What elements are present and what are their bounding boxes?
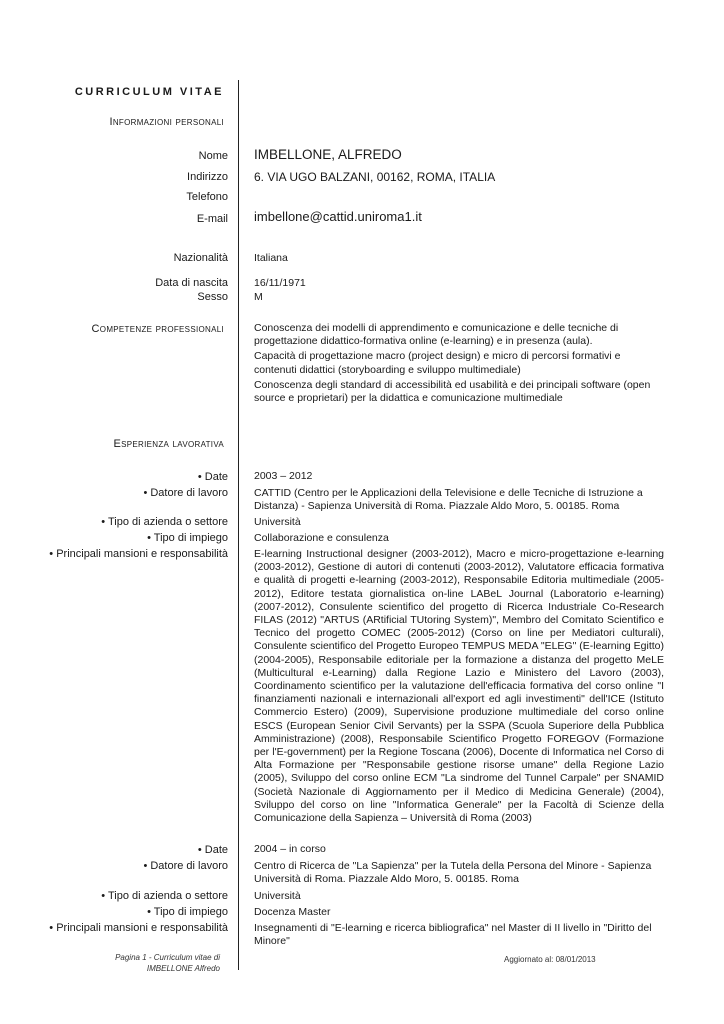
- birth-date-value: 16/11/1971: [254, 277, 306, 289]
- skill-item: Conoscenza degli standard di accessibilità ed usabilità e dei principali software (open source e proprietari) per la didattica e comunicazione multimediale: [254, 378, 651, 405]
- job-type-label: • Tipo di impiego: [147, 532, 228, 544]
- sector-label: • Tipo di azienda o settore: [101, 890, 228, 902]
- cv-title: CURRICULUM VITAE: [74, 86, 224, 98]
- page-footer: [115, 952, 220, 974]
- address-label: Indirizzo: [187, 171, 228, 183]
- entry-sector: Università: [254, 890, 301, 902]
- name-label: Nome: [198, 150, 228, 162]
- entry-employer: CATTID (Centro per le Applicazioni della Televisione e delle Tecniche di Istruzione a Distanza) - Sapienza Università di Roma. Piazzale Aldo Moro, 5. 00185. Roma: [254, 487, 643, 513]
- employer-label: • Datore di lavoro: [143, 860, 228, 872]
- phone-label: Telefono: [186, 191, 228, 203]
- sex-label: Sesso: [197, 291, 228, 303]
- skills-heading: Competenze professionali: [91, 323, 224, 335]
- footer-updated: Aggiornato al: 08/01/2013: [504, 955, 596, 964]
- email-label: E-mail: [196, 213, 228, 225]
- date-label: • Date: [197, 844, 228, 856]
- job-type-label: • Tipo di impiego: [147, 906, 228, 918]
- duties-label: • Principali mansioni e responsabilità: [49, 548, 228, 560]
- nationality-value: Italiana: [254, 252, 288, 264]
- nationality-label: Nazionalità: [173, 252, 228, 264]
- sex-value: M: [254, 291, 263, 303]
- duties-label: • Principali mansioni e responsabilità: [49, 922, 228, 934]
- footer-author: IMBELLONE Alfredo: [146, 964, 220, 973]
- sector-label: • Tipo di azienda o settore: [101, 516, 228, 528]
- column-divider: [238, 80, 239, 970]
- entry-duties: Insegnamenti di "E-learning e ricerca bibliografica" nel Master di II livello in "Diritto del Minore": [254, 922, 652, 948]
- name-value: IMBELLONE, ALFREDO: [254, 147, 402, 162]
- entry-sector: Università: [254, 516, 301, 528]
- entry-duties: E-learning Instructional designer (2003-2012), Macro e micro-progettazione e-learning (2003-2012), Gestione di autori di contenuti (2003-2012), Valutatore efficacia formativa e qualità di progetti e-learning (2003-2012), Responsabile Editoria multimediale (2005-2012), Editore testata giornalistica on-line LABeL Journal (Laboratorio e-learning) (2007-2012), Consulente scientifico del progetto di Ricerca Industriale Co-Research FILAS (2012) "ARTUS (ARtificial TUtoring System)", Membro del Comitato Scientifico e Tecnico del progetto COMEC (2005-2012) (Corso on line per Mediatori culturali), Consulente scientifico del Progetto Europeo TEMPUS MEDA "ELEG" (E-learning Egitto) (2004-2005), Responsabile editoriale per la formazione a distanza del progetto MeLE (Multicultural e-Learning) dalla Regione Lazio e Ministero del Lavoro (2003), Coordinamento scientifico per la valutazione dell'efficacia formativa del corso online "I finanziamenti nazionali e internazionali all'export ed agli investimenti" dell'ICE (Istituto Commercio Estero) (2009), Supervisione produzione multimediale del corso online ESCS (European Senior Civil Servants) per la SSPA (Scuola Superiore della Pubblica Amministrazione) (2008), Responsabile Scientifico Progetto FOREGOV (Formazione per l'E-government) per la Regione Toscana (2006), Docente di Informatica nel Corso di Alta Formazione per "Responsabile gestione risorse umane" della Regione Lazio (2005), Sviluppo del corso online ECM "La sindrome del Tunnel Carpale" per SNAMID (Società Nazionale di Aggiornamento per il Medico di Medicina Generale) (2004), Sviluppo del corso on line "Informatica Generale" per la Facoltà di Scienze della Comunicazione della Sapienza – Università di Roma (2003): [254, 548, 664, 825]
- skill-item: Conoscenza dei modelli di apprendimento e comunicazione e delle tecniche di progettazione didattico-formativa online (e-learning) e in presenza (aula).: [254, 322, 619, 348]
- entry-job-type: Docenza Master: [254, 906, 331, 918]
- entry-date: 2004 – in corso: [254, 843, 326, 855]
- date-label: • Date: [197, 471, 228, 483]
- experience-heading: Esperienza lavorativa: [113, 438, 224, 450]
- personal-info-heading: Informazioni personali: [109, 116, 224, 128]
- employer-label: • Datore di lavoro: [143, 487, 228, 499]
- entry-job-type: Collaborazione e consulenza: [254, 532, 389, 544]
- footer-page-number: Pagina 1 - Curriculum vitae di: [115, 953, 220, 962]
- birth-date-label: Data di nascita: [155, 277, 228, 289]
- skills-list: [254, 322, 664, 407]
- entry-employer: Centro di Ricerca de "La Sapienza" per la Tutela della Persona del Minore - Sapienza Università di Roma. Piazzale Aldo Moro, 5. 00185. Roma: [254, 860, 652, 886]
- skill-item: Capacità di progettazione macro (project design) e micro di percorsi formativi e contenuti didattici (storyboarding e sviluppo multimediale): [254, 350, 621, 376]
- entry-date: 2003 – 2012: [254, 470, 313, 482]
- email-value: imbellone@cattid.uniroma1.it: [254, 209, 422, 224]
- address-value: 6. VIA UGO BALZANI, 00162, ROMA, ITALIA: [254, 170, 496, 184]
